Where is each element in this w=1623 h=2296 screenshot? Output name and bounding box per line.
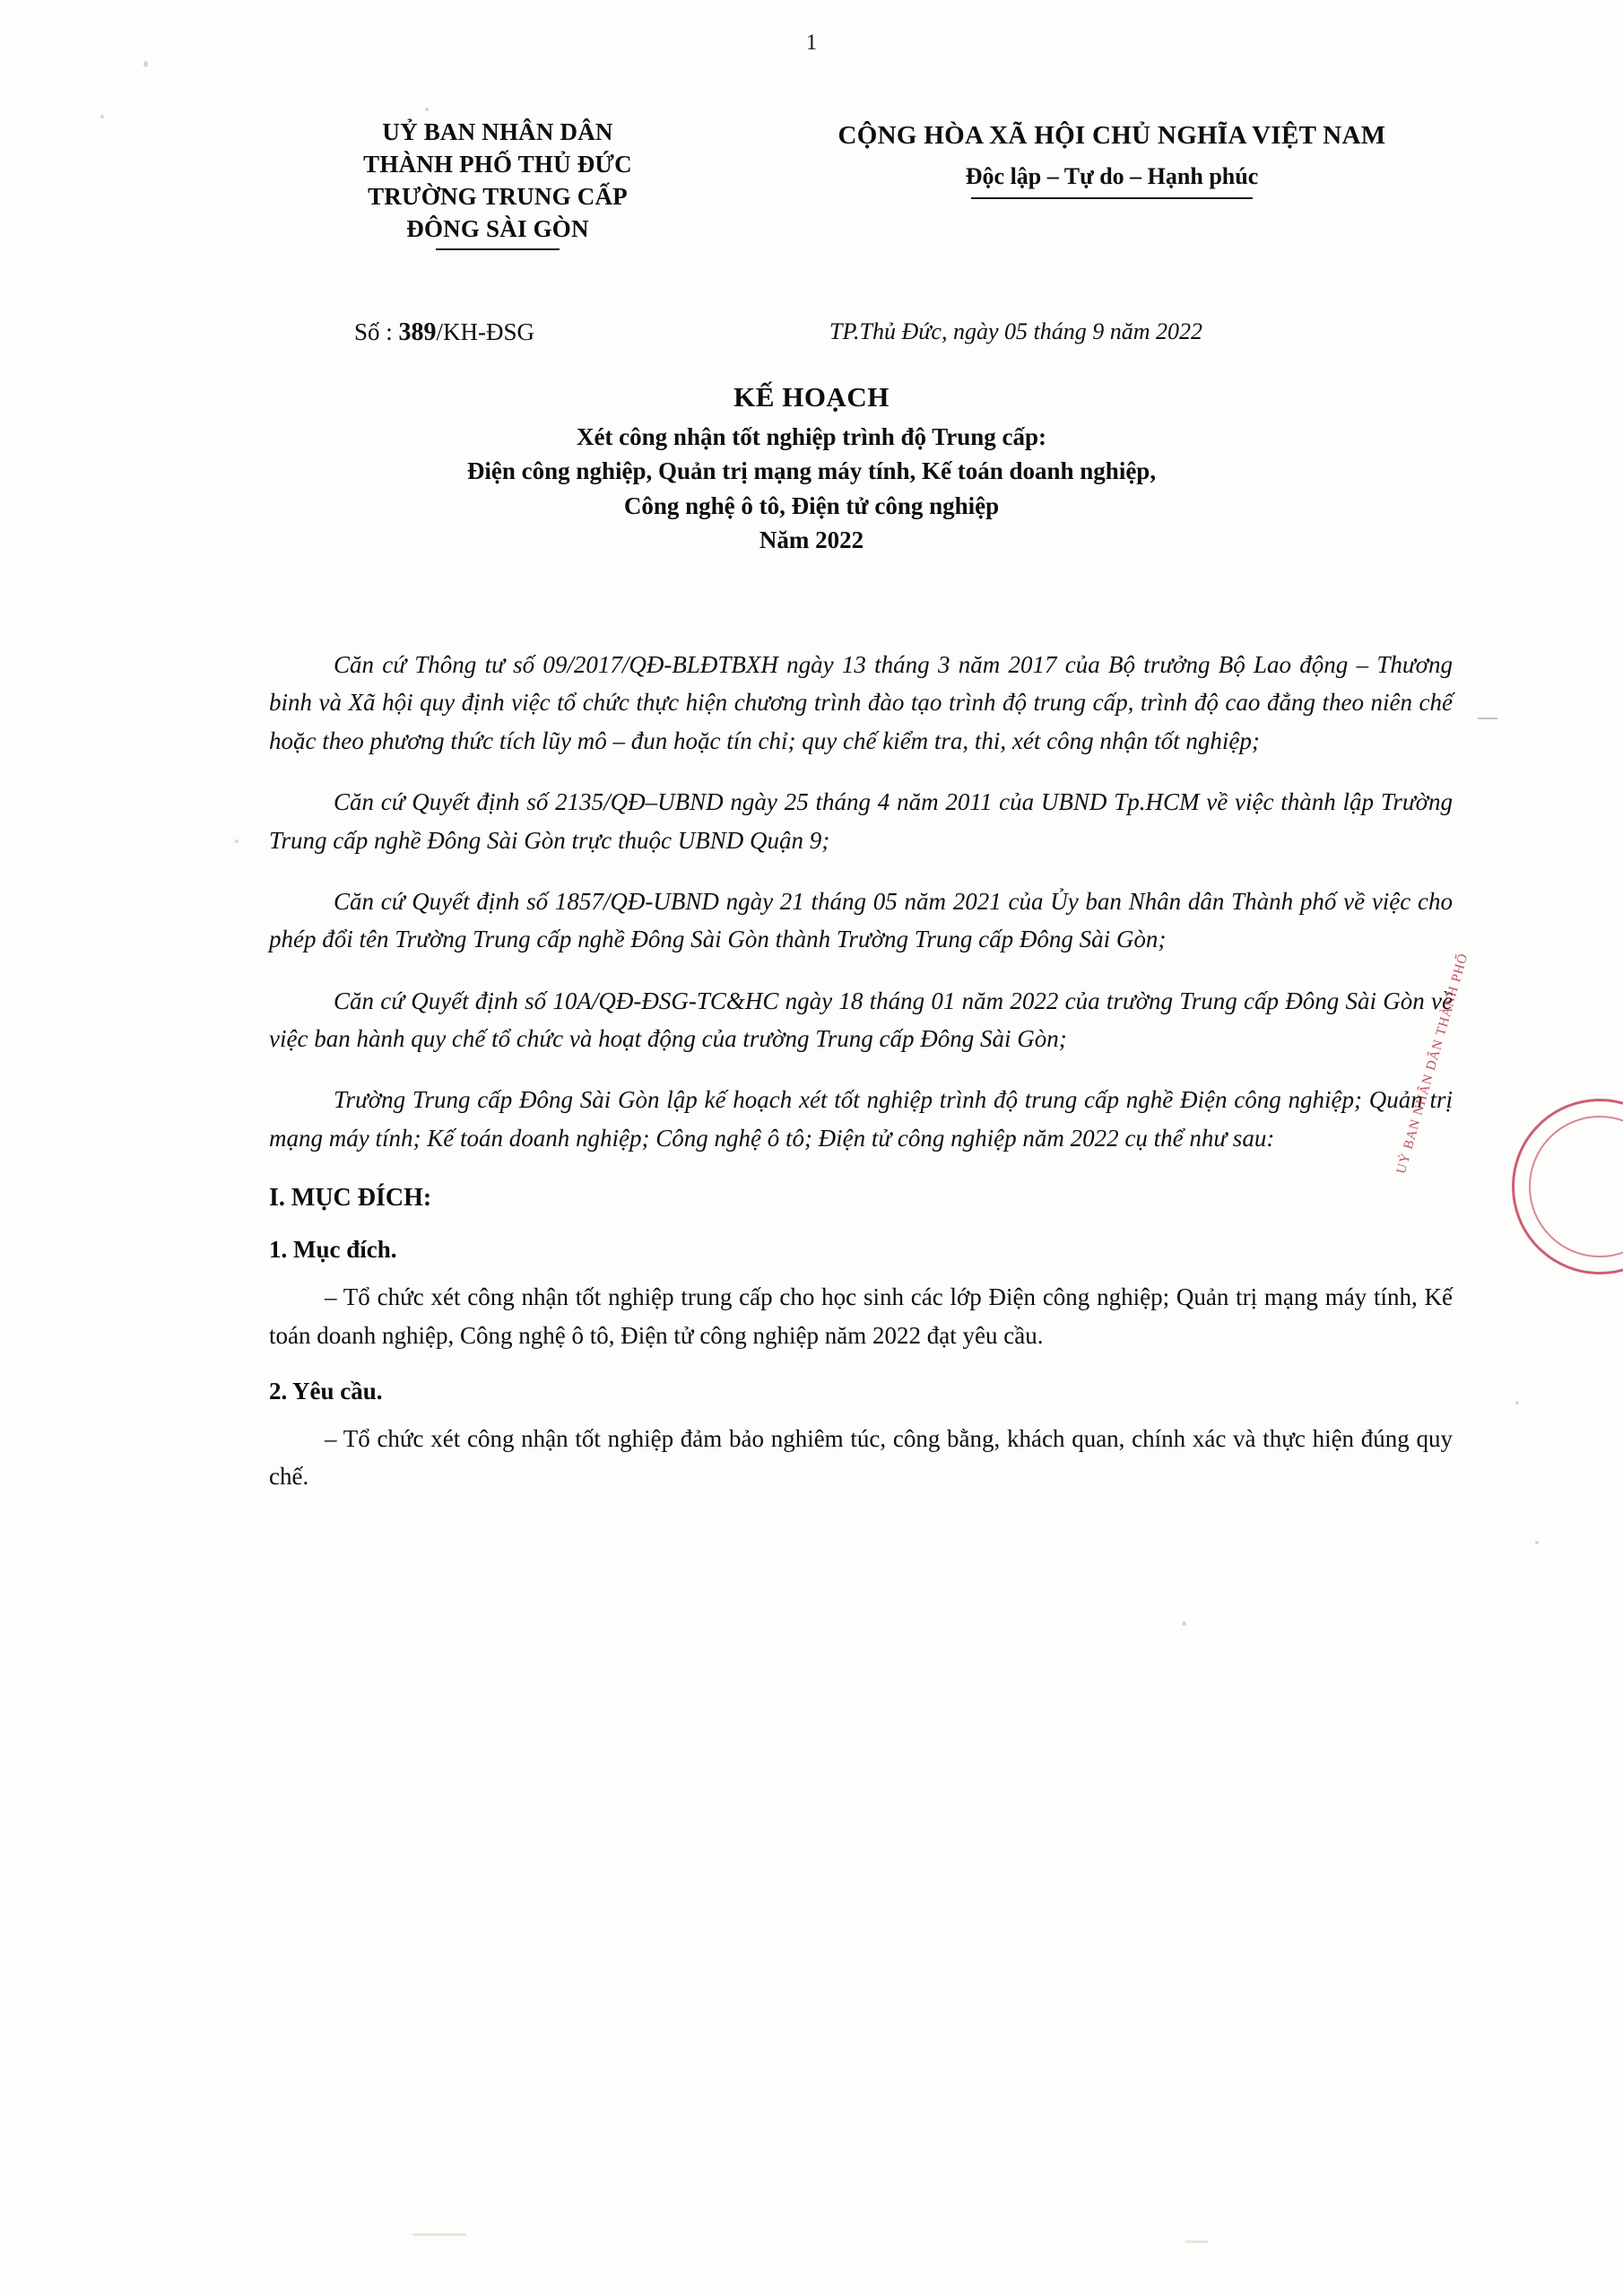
national-heading [744, 117, 1480, 194]
title-sub-line-2: Điện công nghiệp, Quản trị mạng máy tính, Kế toán doanh nghiệp, [466, 457, 1157, 485]
scan-speck [143, 61, 148, 67]
page-number: 1 [805, 30, 818, 55]
org-line-4: ĐÔNG SÀI GÒN [406, 213, 588, 246]
purpose-text: – Tổ chức xét công nhận tốt nghiệp trung cấp cho học sinh các lớp Điện công nghiệp; Quản trị mạng máy tính, Kế toán doanh nghiệp, Công nghệ ô tô, Điện tử công nghiệp năm 2022 đạt yêu cầu. [269, 1283, 1453, 1349]
document-number-value: 389 [398, 318, 437, 346]
scan-speck [235, 839, 239, 843]
scan-speck [425, 108, 429, 111]
legal-basis-3: Căn cứ Quyết định số 1857/QĐ-UBND ngày 21 tháng 05 năm 2021 của Ủy ban Nhân dân Thành phố về việc cho phép đổi tên Trường Trung cấp nghề Đông Sài Gòn thành Trường Trung cấp Đông Sài Gòn; [269, 887, 1453, 953]
org-line-3: TRƯỜNG TRUNG CẤP [368, 182, 628, 210]
document-number-suffix: /KH-ĐSG [436, 318, 535, 345]
national-title: CỘNG HÒA XÃ HỘI CHỦ NGHĨA VIỆT NAM [838, 121, 1386, 150]
place-and-date: TP.Thủ Đức, ngày 05 tháng 9 năm 2022 [829, 318, 1202, 344]
subsection-heading-purpose: 1. Mục đích. [269, 1236, 397, 1264]
scan-edge-mark [1478, 718, 1497, 719]
national-motto: Độc lập – Tự do – Hạnh phúc [966, 160, 1259, 194]
title-main: KẾ HOẠCH [733, 381, 890, 413]
org-line-1: UỶ BAN NHÂN DÂN [382, 118, 613, 145]
scan-speck [1185, 2240, 1209, 2243]
official-seal-stamp [1512, 1099, 1623, 1274]
scan-speck [1182, 1622, 1186, 1626]
document-body [269, 646, 1453, 1516]
plan-statement: Trường Trung cấp Đông Sài Gòn lập kế hoạch xét tốt nghiệp trình độ trung cấp nghề Điện công nghiệp; Quản trị mạng máy tính; Kế toán doanh nghiệp; Công nghệ ô tô; Điện tử công nghiệp năm 2022 cụ thể như sau: [269, 1086, 1453, 1152]
document-number [354, 318, 534, 347]
scan-speck [1535, 1541, 1539, 1544]
requirements-text: – Tổ chức xét công nhận tốt nghiệp đảm bảo nghiêm túc, công bằng, khách quan, chính xác và thực hiện đúng quy chế. [269, 1424, 1453, 1491]
org-line-2: THÀNH PHỐ THỦ ĐỨC [363, 150, 632, 178]
title-sub-line-1: Xét công nhận tốt nghiệp trình độ Trung cấp: [576, 423, 1047, 450]
subsection-heading-requirements: 2. Yêu cầu. [269, 1377, 383, 1405]
title-sub-line-4: Năm 2022 [759, 526, 864, 553]
official-seal-text: UỶ BAN NHÂN DÂN THÀNH PHỐ [1393, 951, 1471, 1176]
section-heading-purpose: I. MỤC ĐÍCH: [269, 1184, 432, 1213]
legal-basis-4: Căn cứ Quyết định số 10A/QĐ-ĐSG-TC&HC ngày 18 tháng 01 năm 2022 của trường Trung cấp Đông Sài Gòn về việc ban hành quy chế tổ chức và hoạt động của trường Trung cấp Đông Sài Gòn; [269, 987, 1453, 1052]
scan-speck [1515, 1401, 1519, 1405]
document-number-prefix: Số : [354, 318, 399, 345]
document-header [0, 117, 1623, 305]
title-sub-line-3: Công nghệ ô tô, Điện tử công nghiệp [623, 491, 1000, 519]
scan-speck [412, 2233, 466, 2236]
issuing-organization [296, 117, 699, 246]
document-title [251, 381, 1372, 557]
legal-basis-2: Căn cứ Quyết định số 2135/QĐ–UBND ngày 25 tháng 4 năm 2011 của UBND Tp.HCM về việc thành lập Trường Trung cấp nghề Đông Sài Gòn trực thuộc UBND Quận 9; [269, 788, 1453, 854]
legal-basis-1: Căn cứ Thông tư số 09/2017/QĐ-BLĐTBXH ngày 13 tháng 3 năm 2017 của Bộ trưởng Bộ Lao động – Thương binh và Xã hội quy định việc tổ chức thực hiện chương trình đào tạo trình độ trung cấp, trình độ cao đẳng theo niên chế hoặc theo phương thức tích lũy mô – đun hoặc tín chỉ; quy chế kiểm tra, thi, xét công nhận tốt nghiệp; [269, 651, 1453, 754]
